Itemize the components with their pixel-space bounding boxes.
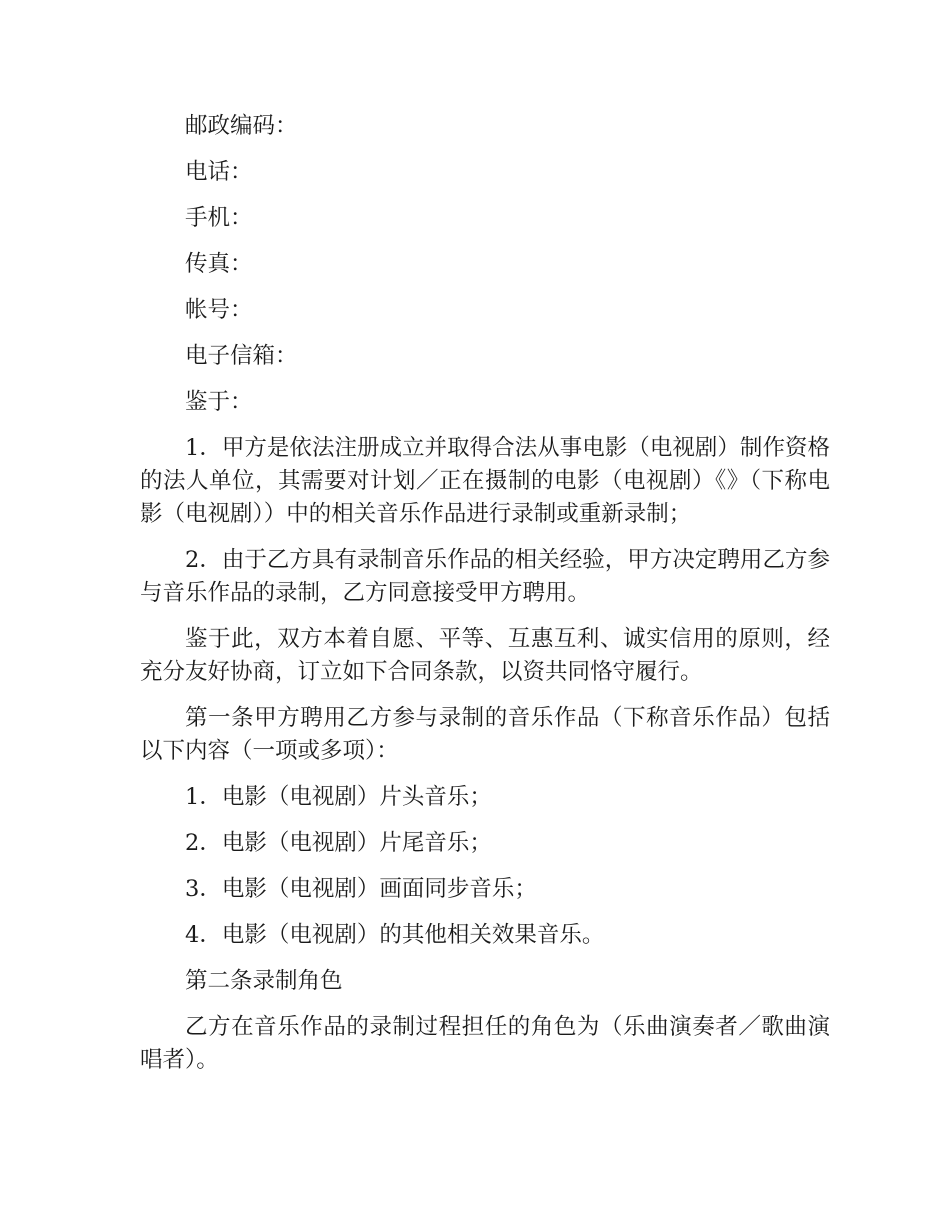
- email-label: 电子信箱：: [185, 343, 298, 369]
- article-1-heading: 第一条甲方聘用乙方参与录制的音乐作品（下称音乐作品）包括以下内容（一项或多项）：: [140, 705, 830, 764]
- document-page: [140, 110, 830, 1090]
- phone-label: 电话：: [185, 159, 253, 185]
- agreement-preamble: 鉴于此，双方本着自愿、平等、互惠互利、诚实信用的原则，经充分友好协商，订立如下合同条款，以资共同恪守履行。: [140, 626, 830, 685]
- whereas-item-1: 1．甲方是依法注册成立并取得合法从事电影（电视剧）制作资格的法人单位，其需要对计划／正在摄制的电影（电视剧）《》（下称电影（电视剧））中的相关音乐作品进行录制或重新录制；: [140, 435, 830, 527]
- whereas-item-2: 2．由于乙方具有录制音乐作品的相关经验，甲方决定聘用乙方参与音乐作品的录制，乙方同意接受甲方聘用。: [140, 547, 830, 606]
- fax-label: 传真：: [185, 251, 253, 277]
- article-2-heading: 第二条录制角色: [185, 968, 343, 994]
- article-1-item-2: 2．电影（电视剧）片尾音乐；: [185, 830, 492, 856]
- postal-code-label: 邮政编码：: [185, 113, 298, 139]
- mobile-label: 手机：: [185, 205, 253, 231]
- article-2-body: 乙方在音乐作品的录制过程担任的角色为（乐曲演奏者／歌曲演唱者）。: [140, 1014, 830, 1073]
- whereas-heading: 鉴于：: [185, 389, 253, 415]
- article-1-item-4: 4．电影（电视剧）的其他相关效果音乐。: [185, 922, 605, 948]
- article-1-item-1: 1．电影（电视剧）片头音乐；: [185, 784, 492, 810]
- account-label: 帐号：: [185, 297, 253, 323]
- article-1-item-3: 3．电影（电视剧）画面同步音乐；: [185, 876, 537, 902]
